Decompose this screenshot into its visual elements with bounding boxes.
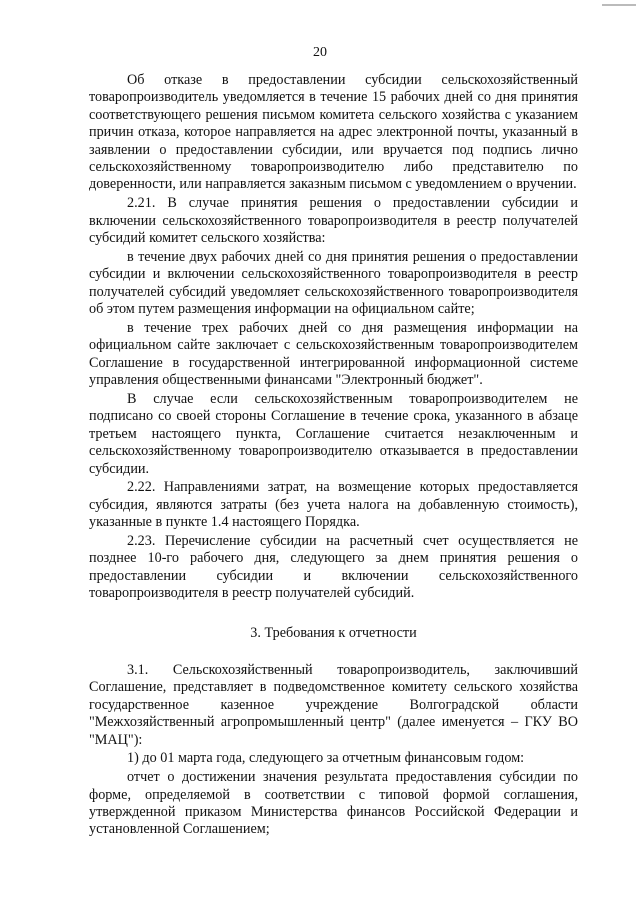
paragraph-2-21-notify: в течение двух рабочих дней со дня принятия решения о предоставлении субсидии и включении сельскохозяйственного товаропроизводителя в реестр получателей субсидий уведомляет сельскохозяйственного товаропроизводителя об этом путем размещения информации на официальном сайте; xyxy=(89,248,578,318)
paragraph-2-21: 2.21. В случае принятия решения о предоставлении субсидии и включении сельскохозяйственного товаропроизводителя в реестр получателей субсидий комитет сельского хозяйства: xyxy=(89,195,578,247)
scan-corner-mark xyxy=(602,4,636,6)
paragraph-2-23: 2.23. Перечисление субсидии на расчетный счет осуществляется не позднее 10-го рабочего дня, следующего за днем принятия решения о предоставлении субсидии и включении сельскохозяйственного товаропроизводителя в реестр получателей субсидий. xyxy=(89,532,578,602)
paragraph-2-21-agreement: в течение трех рабочих дней со дня размещения информации на официальном сайте заключает с сельскохозяйственным товаропроизводителем Соглашение в государственной интегрированной информационной системе управления общественными финансами "Электронный бюджет". xyxy=(89,319,578,389)
section-title-reporting: 3. Требования к отчетности xyxy=(250,624,417,641)
page-number: 20 xyxy=(313,45,327,60)
paragraph-2-22: 2.22. Направлениями затрат, на возмещение которых предоставляется субсидия, являются затраты (без учета налога на добавленную стоимость), указанные в пункте 1.4 настоящего Порядка. xyxy=(89,479,578,531)
document-body xyxy=(89,72,578,840)
paragraph-refusal-notice: Об отказе в предоставлении субсидии сельскохозяйственный товаропроизводитель уведомляется в течение 15 рабочих дней со дня принятия соответствующего решения письмом комитета сельского хозяйства с указанием причин отказа, которое направляется на адрес электронной почты, указанный в заявлении о предоставлении субсидии, или вручается под подпись лично сельскохозяйственному товаропроизводителю либо представителю по доверенности, или направляется заказным письмом с уведомлением о вручении. xyxy=(89,72,578,193)
paragraph-3-1: 3.1. Сельскохозяйственный товаропроизводитель, заключивший Соглашение, представляет в подведомственное комитету сельского хозяйства государственное казенное учреждение Волгоградской области "Межхозяйственный агропромышленный центр" (далее именуется – ГКУ ВО "МАЦ"): xyxy=(89,661,578,748)
paragraph-3-1-report: отчет о достижении значения результата предоставления субсидии по форме, определяемой в соответствии с типовой формой соглашения, утвержденной приказом Министерства финансов Российской Федерации и установленной Соглашением; xyxy=(89,769,578,838)
paragraph-2-21-unsigned: В случае если сельскохозяйственным товаропроизводителем не подписано со своей стороны Соглашение в течение срока, указанного в абзаце третьем настоящего пункта, Соглашение считается незаключенным и сельскохозяйственному товаропроизводителю отказывается в предоставлении субсидии. xyxy=(89,390,578,477)
paragraph-3-1-deadline: 1) до 01 марта года, следующего за отчетным финансовым годом: xyxy=(127,750,525,767)
